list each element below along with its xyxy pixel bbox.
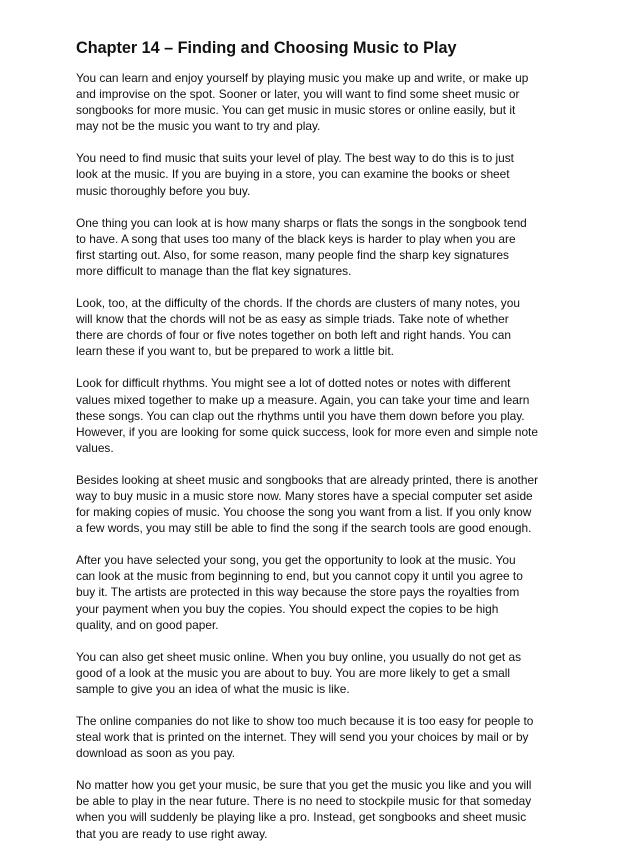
text-line: first starting out. Also, for some reason, many people find the sharp key signatures [76, 247, 509, 262]
paragraph [76, 375, 566, 455]
text-line: for making copies of music. You choose the song you want from a list. If you only know [76, 505, 532, 520]
document-page [76, 38, 566, 858]
paragraph [76, 295, 566, 359]
text-line: be able to play in the near future. There is no need to stockpile music for that someday [76, 794, 532, 809]
paragraph [76, 713, 566, 761]
text-line: to have. A song that uses too many of the black keys is harder to play when you are [76, 231, 516, 246]
text-line: look at the music. If you are buying in a store, you can examine the books or sheet [76, 167, 510, 182]
text-line: learn these if you want to, but be prepared to work a little bit. [76, 344, 394, 359]
text-line: download as soon as you pay. [76, 746, 236, 761]
chapter-title: Chapter 14 – Finding and Choosing Music to Play [76, 39, 457, 57]
text-line: a few words, you may still be able to find the song if the search tools are good enough. [76, 521, 532, 536]
text-line: values mixed together to make up a measure. Again, you can take your time and learn [76, 392, 530, 407]
text-line: Look, too, at the difficulty of the chords. If the chords are clusters of many notes, you [76, 296, 520, 311]
text-line: values. [76, 440, 114, 455]
text-line: You need to find music that suits your level of play. The best way to do this is to just [76, 151, 514, 166]
paragraph [76, 215, 566, 279]
text-line: After you have selected your song, you get the opportunity to look at the music. You [76, 553, 516, 568]
text-line: may not be the music you want to try and play. [76, 119, 321, 134]
paragraph [76, 150, 566, 198]
paragraph [76, 649, 566, 697]
paragraph [76, 552, 566, 632]
text-line: steal work that is printed on the internet. They will send you your choices by mail or by [76, 730, 529, 745]
text-line: quality, and on good paper. [76, 617, 219, 632]
text-line: way to buy music in a music store now. Many stores have a special computer set aside [76, 488, 533, 503]
text-line: sample to give you an idea of what the music is like. [76, 681, 350, 696]
text-line: these songs. You can clap out the rhythms until you have them down before you play. [76, 408, 525, 423]
paragraph [76, 777, 566, 841]
document-body [76, 70, 566, 842]
text-line: However, if you are looking for some quick success, look for more even and simple note [76, 424, 538, 439]
text-line: Look for difficult rhythms. You might see a lot of dotted notes or notes with different [76, 376, 511, 391]
text-line: You can also get sheet music online. When you buy online, you usually do not get as [76, 649, 522, 664]
text-line: Besides looking at sheet music and songbooks that are already printed, there is another [76, 472, 539, 487]
text-line: and improvise on the spot. Sooner or later, you will want to find some sheet music or [76, 87, 520, 102]
text-line: will know that the chords will not be as easy as simple triads. Take note of whether [76, 312, 509, 327]
text-line: when you will suddenly be playing like a pro. Instead, get songbooks and sheet music [76, 810, 527, 825]
text-line: No matter how you get your music, be sure that you get the music you like and you will [76, 778, 532, 793]
text-line: You can learn and enjoy yourself by playing music you make up and write, or make up [76, 71, 529, 85]
text-line: more difficult to manage than the flat key signatures. [76, 263, 352, 278]
text-line: The online companies do not like to show too much because it is too easy for people to [76, 714, 534, 728]
text-line: can look at the music from beginning to end, but you cannot copy it until you agree to [76, 569, 523, 584]
paragraph [76, 472, 566, 536]
text-line: that you are ready to use right away. [76, 826, 268, 841]
text-line: One thing you can look at is how many sharps or flats the songs in the songbook tend [76, 215, 527, 230]
text-line: buy it. The artists are protected in this way because the store pays the royalties from [76, 585, 520, 600]
text-line: songbooks for more music. You can get music in music stores or online easily, but it [76, 103, 516, 118]
text-line: there are chords of four or five notes together on both left and right hands. You can [76, 328, 511, 343]
text-line: music thoroughly before you buy. [76, 183, 251, 198]
text-line: good of a look at the music you are about to buy. You are more likely to get a small [76, 665, 511, 680]
text-line: your payment when you buy the copies. You should expect the copies to be high [76, 601, 499, 616]
paragraph [76, 70, 566, 134]
